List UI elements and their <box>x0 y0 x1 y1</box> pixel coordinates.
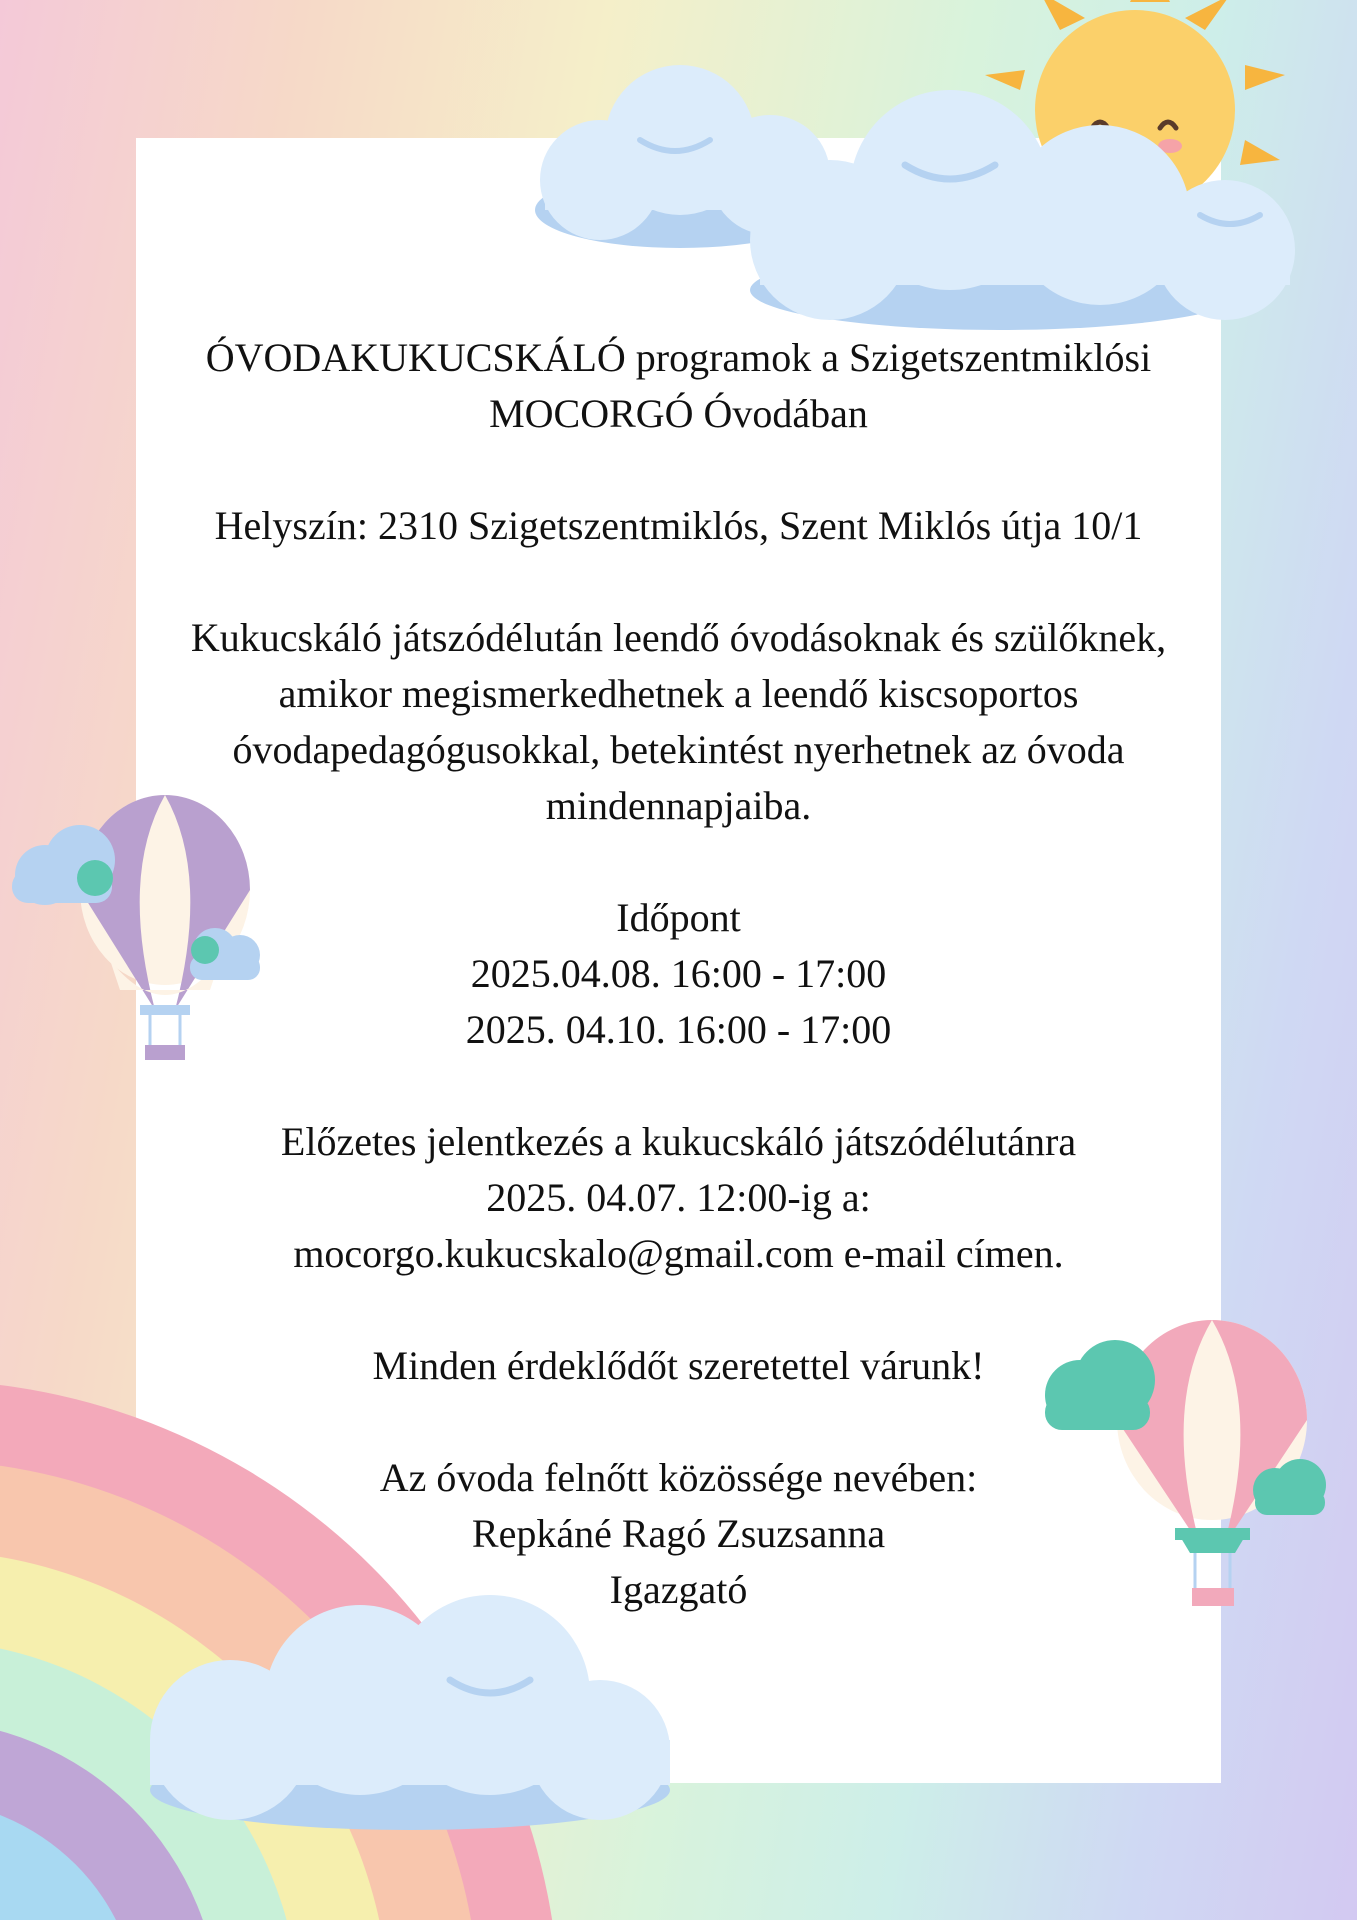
signature-line: Az óvoda felnőtt közössége nevében: <box>379 1455 978 1500</box>
registration-line: Előzetes jelentkezés a kukucskáló játszódélutánra <box>280 1119 1077 1164</box>
title-line-2: MOCORGÓ Óvodában <box>489 391 868 436</box>
flyer-text <box>136 330 1221 1618</box>
registration-email-line: mocorgo.kukucskalo@gmail.com e-mail címen. <box>293 1231 1064 1276</box>
signature-role: Igazgató <box>609 1567 748 1612</box>
registration-line: 2025. 04.07. 12:00-ig a: <box>486 1175 871 1220</box>
description-line: óvodapedagógusokkal, betekintést nyerhetnek az óvoda <box>232 727 1125 772</box>
time-slot: 2025.04.08. 16:00 - 17:00 <box>470 951 887 996</box>
time-heading: Időpont <box>616 895 741 940</box>
description-line: mindennapjaiba. <box>545 783 812 828</box>
welcome-line: Minden érdeklődőt szeretettel várunk! <box>372 1343 985 1388</box>
description-line: amikor megismerkedhetnek a leendő kiscsoportos <box>278 671 1079 716</box>
signature-name: Repkáné Ragó Zsuzsanna <box>471 1511 886 1556</box>
title-line-1: ÓVODAKUKUCSKÁLÓ programok a Szigetszentmiklósi <box>205 335 1152 380</box>
time-slot: 2025. 04.10. 16:00 - 17:00 <box>465 1007 892 1052</box>
cloud-small-left <box>12 825 115 905</box>
description-line: Kukucskáló játszódélután leendő óvodásoknak és szülőknek, <box>190 615 1167 660</box>
location-line: Helyszín: 2310 Szigetszentmiklós, Szent Miklós útja 10/1 <box>214 503 1143 548</box>
